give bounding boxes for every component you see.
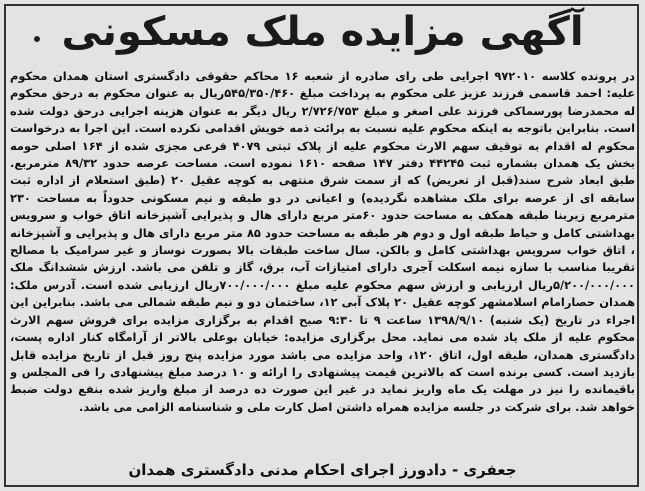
- notice-signature: جعفری - دادورز اجرای احکام مدنی دادگستری همدان: [128, 461, 517, 479]
- notice-body: در پرونده کلاسه ۹۷۲۰۱۰ اجرایی طی رای صادره از شعبه ۱۶ محاکم حقوقی دادگستری استان همدان محکوم علیه: احمد قاسمی فرزند عزیز علی محکوم به پرداخت مبلغ ۵۴۵/۳۵۰/۴۶۰ریال به عنوان محکوم به درحق محکوم له محمدرضا پورسماکی فرزند علی اصغر و مبلغ ۲/۷۲۶/۷۵۳ ریال دیگر به عنوان هزینه اجرایی درحق دولت شده است. بنابراین باتوجه به اینکه محکوم علیه نسبت به برائت ذمه خویش اقدامی نکرده است. این اجرا به درخواست محکوم له اقدام به توقیف سهم الارث محکوم علیه از پلاک ثبتی ۴۰۷۹ فرعی مجزی شده از ۱۶۴ اصلی حومه بخش یک همدان بشماره ثبت ۴۴۲۴۵ دفتر ۱۴۷ صفحه ۱۶۱۰ نموده است. مساحت عرصه حدود ۸۹/۳۲ مترمربع. طبق ابعاد شرح سند(قبل از تعریض) که از سمت شرق منتهی به کوچه عقیل ۲۰ (طبق استعلام از اداره ثبت سابقه ای از عرصه برای ملک مشاهده نگردیده) و اعیانی در دو طبقه و نیم مسکونی حدوداً به مساحت ۲۳۰ مترمربع زیربنا طبقه همکف به مساحت حدود ۶۰متر مربع دارای هال و پذیرایی آشپزخانه اتاق خواب و سرویس بهداشتی کامل و حیاط طبقه اول و دوم هر طبقه به مساحت حدود ۸۵ متر مربع دارای هال و پذیرایی و آشپزخانه ، اتاق خواب سرویس بهداشتی کامل و بالکن. سال ساخت طبقات بالا بصورت نوساز و غیر سرامیک با مصالح تقریبا مناسب با سازه نیمه اسکلت آجری دارای امتیازات آب، برق، گاز و تلفن می باشد. ارزش ششدانگ ملک ۵/۲۰۰/۰۰۰/۰۰۰ریال ارزیابی و ارزش سهم محکوم علیه مبلغ ۷۰۰/۰۰۰/۰۰۰ریال ارزیابی شده است. آدرس ملک: همدان حصارامام اسلامشهر کوچه عقیل ۲۰ پلاک آبی ۱۲، ساختمان دو و نیم طبقه شمالی می باشد. بنابراین این اجراء در تاریخ (یک شنبه) ۱۳۹۸/۹/۱۰ ساعت ۹ تا ۹:۳۰ صبح اقدام به برگزاری مزایده برای فروش سهم الارث محکوم علیه از ملک یاد شده می نماید. محل برگزاری مزایده: خیابان بوعلی بالاتر از آرامگاه کنار اداره پست، دادگستری همدان، طبقه اول، اتاق ۱۲۰، واحد مزایده می باشد مورد مزایده پنج روز قبل از تاریخ مزایده قابل بازدید است. کسی برنده است که بالاترین قیمت پیشنهادی را ارائه و ۱۰ درصد مبلغ پیشنهادی را فی المجلس و باقیمانده را نیز در مهلت یک ماه واریز نماید در غیر این صورت ده درصد از مبلغ واریز شده بنفع دولت ضبط خواهد شد. برای شرکت در جلسه مزایده همراه داشتن اصل کارت ملی و شناسنامه الزامی می باشد.: [10, 69, 635, 414]
- notice-title: آگهی مزایده ملک مسکونی: [61, 9, 584, 55]
- ink-dot: [34, 36, 40, 42]
